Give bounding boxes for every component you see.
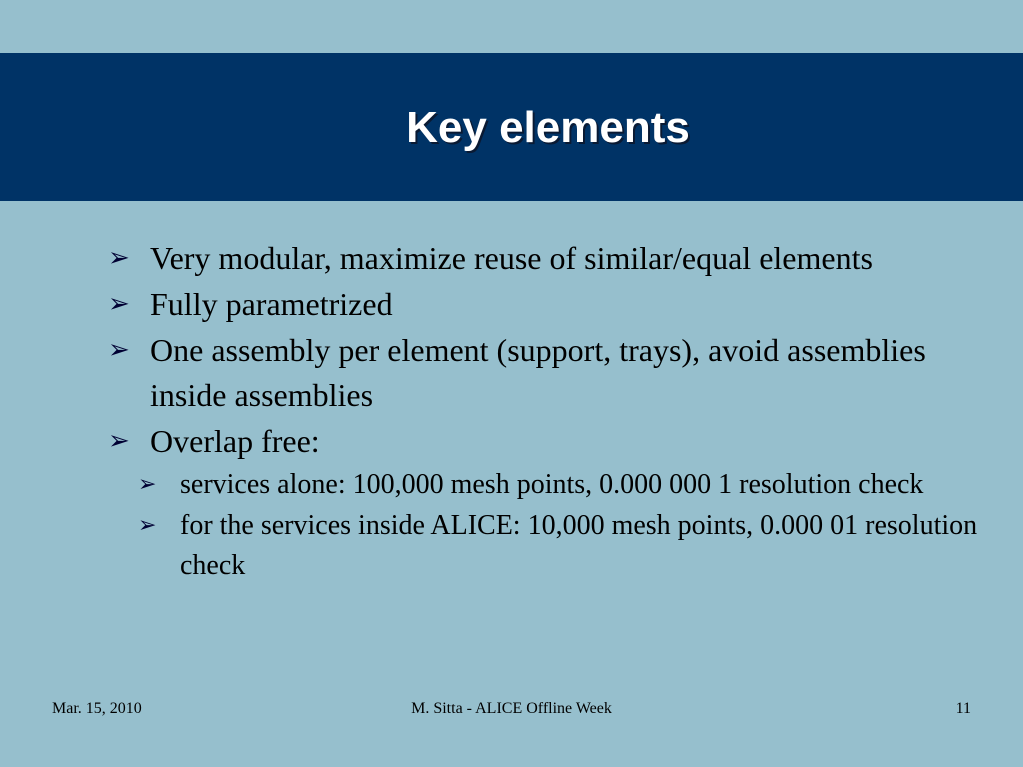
sub-bullet-item — [138, 506, 988, 586]
arrowhead-bullet-icon: ➢ — [108, 243, 130, 273]
footer-page-number: 11 — [955, 700, 971, 717]
bullet-item — [108, 328, 988, 418]
arrowhead-bullet-icon: ➢ — [138, 472, 157, 497]
bullet-text: Fully parametrized — [150, 286, 393, 322]
sub-bullet-item — [138, 465, 988, 505]
sub-bullet-text: services alone: 100,000 mesh points, 0.000 000 1 resolution check — [180, 469, 924, 500]
arrowhead-bullet-icon: ➢ — [108, 289, 130, 319]
bullet-text: Overlap free: — [150, 423, 320, 459]
footer-date: Mar. 15, 2010 — [52, 700, 142, 717]
arrowhead-bullet-icon: ➢ — [138, 513, 157, 538]
arrowhead-bullet-icon: ➢ — [108, 335, 130, 365]
title-band — [0, 53, 1023, 201]
bullet-list — [108, 236, 988, 587]
bullet-item — [108, 419, 988, 464]
arrowhead-bullet-icon: ➢ — [108, 426, 130, 456]
bullet-item — [108, 282, 988, 327]
bullet-item — [108, 236, 988, 281]
footer-center-text: M. Sitta - ALICE Offline Week — [411, 700, 612, 717]
sub-bullet-text: for the services inside ALICE: 10,000 mesh points, 0.000 01 resolution check — [180, 510, 978, 581]
bullet-text: One assembly per element (support, trays), avoid assemblies inside assemblies — [150, 332, 926, 413]
bullet-text: Very modular, maximize reuse of similar/equal elements — [150, 240, 873, 276]
slide-title: Key elements — [406, 103, 690, 152]
